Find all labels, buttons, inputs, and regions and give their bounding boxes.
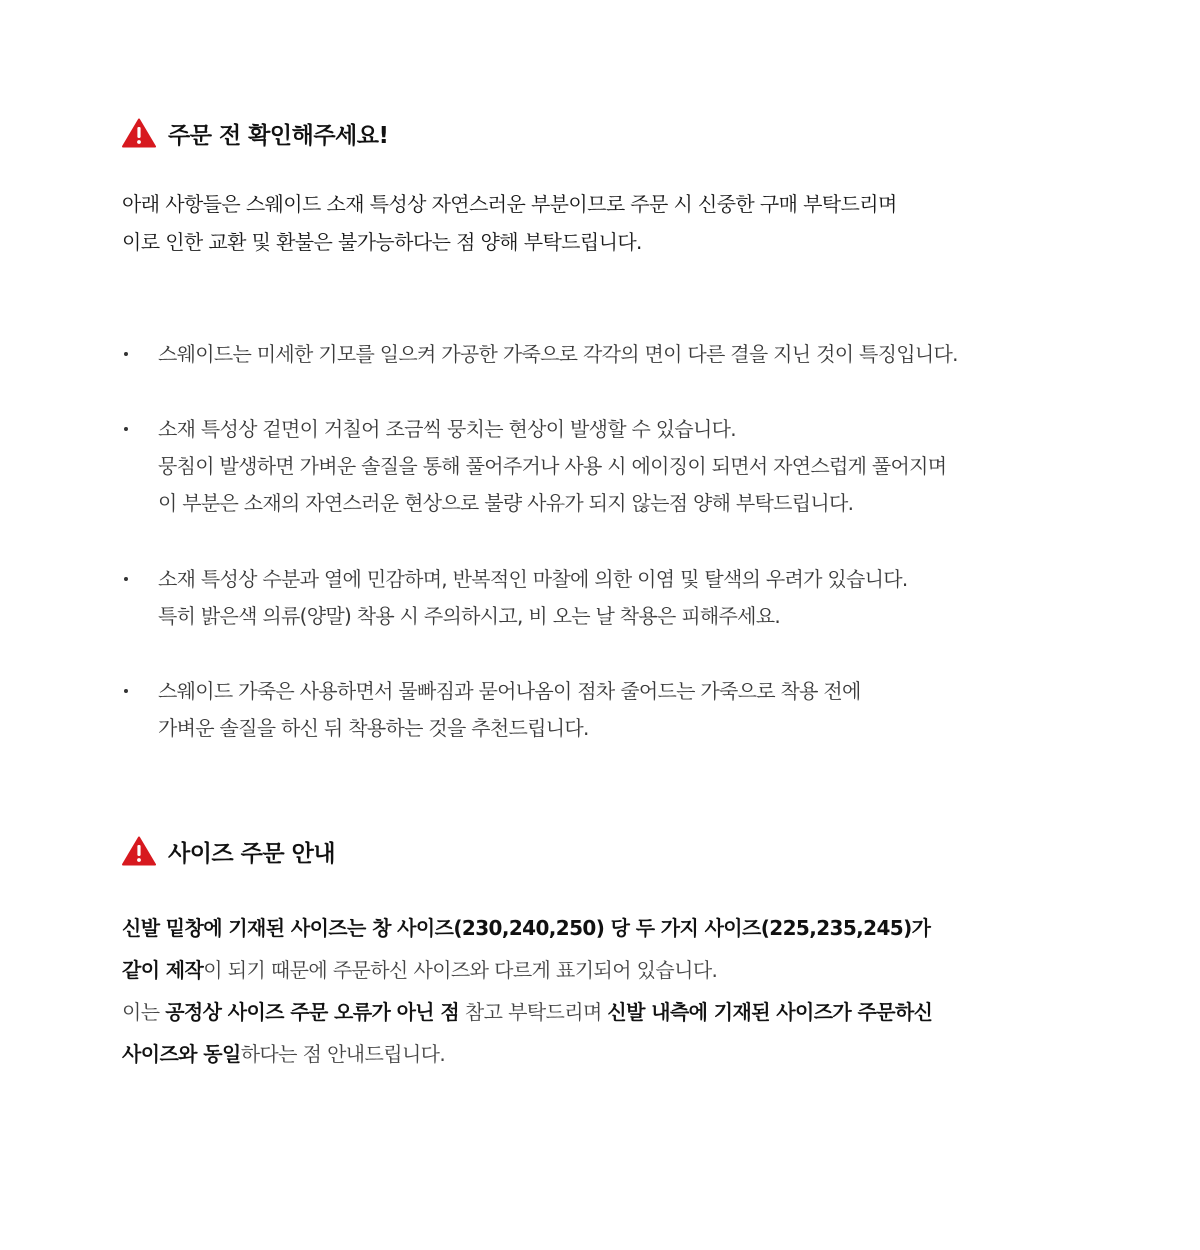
notice-intro — [122, 185, 897, 261]
bullet-item — [122, 673, 861, 747]
size-guide-text: 이 되기 때문에 주문하신 사이즈와 다르게 표기되어 있습니다. — [203, 958, 718, 982]
size-guide-title: 사이즈 주문 안내 — [168, 840, 336, 867]
bullet-line: 뭉침이 발생하면 가벼운 솔질을 통해 풀어주거나 사용 시 에이징이 되면서 자연스럽게 풀어지며 — [158, 454, 947, 478]
size-guide-line — [122, 991, 932, 1033]
size-guide-body — [122, 907, 932, 1075]
bullet-line: 특히 밝은색 의류(양말) 착용 시 주의하시고, 비 오는 날 착용은 피해주세요. — [158, 604, 781, 628]
warning-triangle-icon — [122, 836, 156, 866]
warning-triangle-icon — [122, 118, 156, 148]
size-guide-text: 하다는 점 안내드립니다. — [240, 1042, 446, 1066]
bullet-item — [122, 411, 946, 522]
intro-line: 이로 인한 교환 및 환불은 불가능하다는 점 양해 부탁드립니다. — [122, 230, 642, 254]
bullet-dot-icon — [124, 689, 128, 693]
notice-title: 주문 전 확인해주세요! — [168, 122, 389, 149]
size-guide-heading — [122, 834, 335, 868]
bullet-dot-icon — [124, 352, 128, 356]
bullet-line: 이 부분은 소재의 자연스러운 현상으로 불량 사유가 되지 않는점 양해 부탁드립니다. — [158, 491, 854, 515]
size-guide-bold-text: 사이즈와 동일 — [122, 1042, 241, 1066]
bullet-line: 가벼운 솔질을 하신 뒤 착용하는 것을 추천드립니다. — [158, 716, 589, 740]
bullet-dot-icon — [124, 427, 128, 431]
bullet-line: 스웨이드는 미세한 기모를 일으켜 가공한 가죽으로 각각의 면이 다른 결을 지닌 것이 특징입니다. — [158, 342, 958, 366]
size-guide-line — [122, 949, 932, 991]
bullet-item — [122, 561, 908, 635]
bullet-dot-icon — [124, 577, 128, 581]
bullet-line: 소재 특성상 수분과 열에 민감하며, 반복적인 마찰에 의한 이염 및 탈색의 우려가 있습니다. — [158, 567, 908, 591]
bullet-line: 소재 특성상 겉면이 거칠어 조금씩 뭉치는 현상이 발생할 수 있습니다. — [158, 417, 736, 441]
size-guide-line — [122, 1033, 932, 1075]
size-guide-text: 이는 — [122, 1000, 166, 1024]
bullet-line: 스웨이드 가죽은 사용하면서 물빠짐과 묻어나옴이 점차 줄어드는 가죽으로 착용 전에 — [158, 679, 861, 703]
intro-line: 아래 사항들은 스웨이드 소재 특성상 자연스러운 부분이므로 주문 시 신중한 구매 부탁드리며 — [122, 192, 897, 216]
size-guide-bold-text: 공정상 사이즈 주문 오류가 아닌 점 — [165, 1000, 460, 1024]
size-guide-text: 참고 부탁드리며 — [459, 1000, 608, 1024]
bullet-item — [122, 336, 958, 373]
notice-heading — [122, 116, 388, 150]
size-guide-line — [122, 907, 932, 949]
size-guide-bold-text: 신발 내측에 기재된 사이즈가 주문하신 — [607, 1000, 933, 1024]
size-guide-bold-text: 신발 밑창에 기재된 사이즈는 창 사이즈(230,240,250) 당 두 가지 사이즈(225,235,245)가 — [122, 916, 931, 940]
size-guide-bold-text: 같이 제작 — [122, 958, 204, 982]
